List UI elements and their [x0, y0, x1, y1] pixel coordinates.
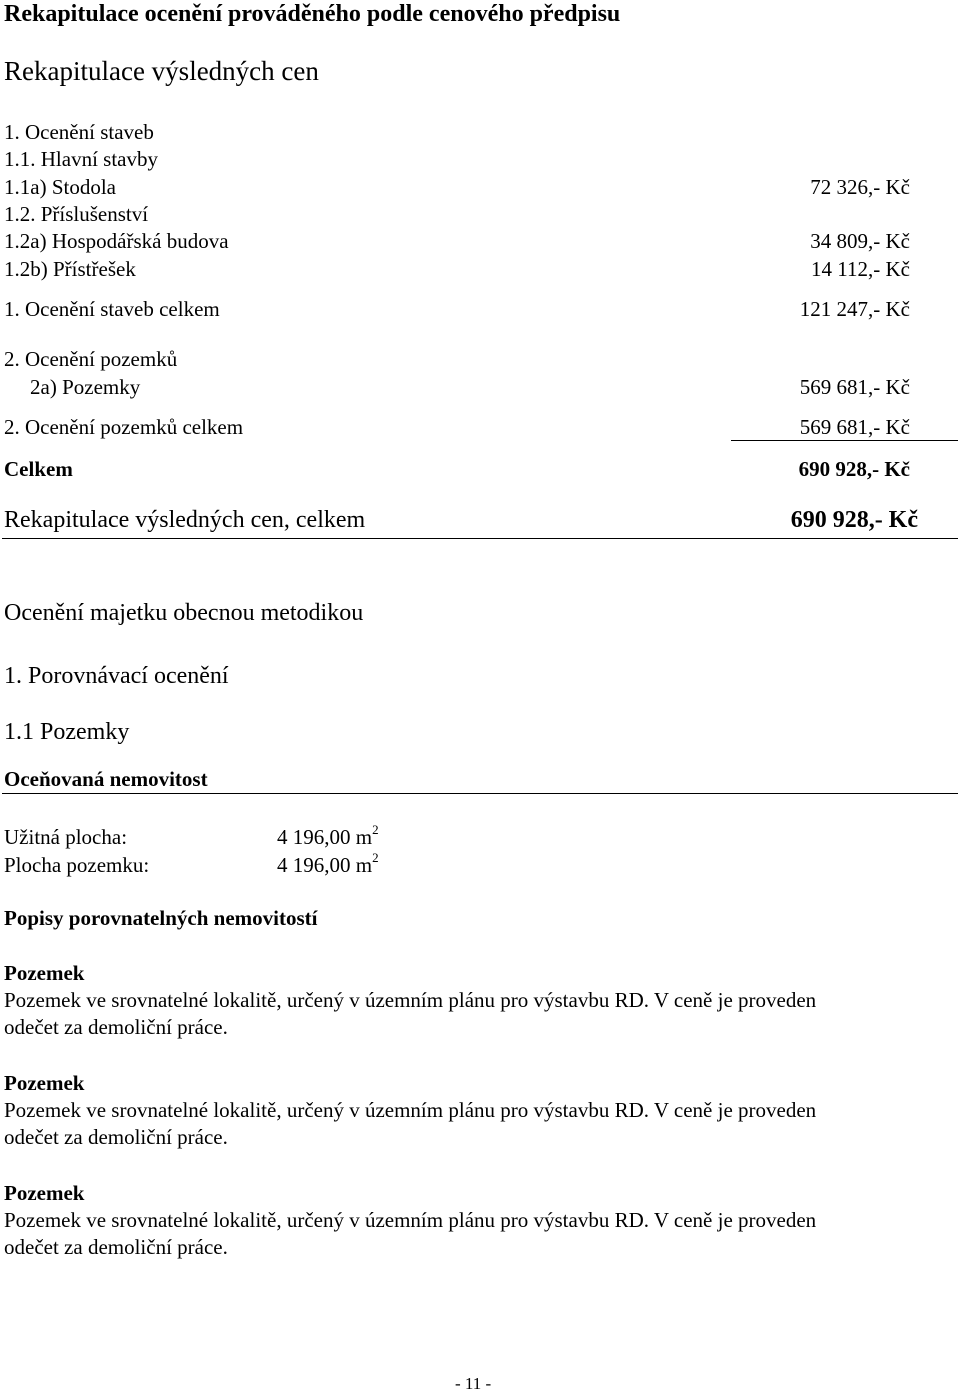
- section-title-recap: Rekapitulace výsledných cen: [4, 56, 319, 86]
- land-area-value: 4 196,00 $m^2$: [277, 850, 379, 877]
- recap-sum-label: Celkem: [4, 457, 73, 481]
- recap-item-value: 569 681,- Kč: [799, 375, 910, 399]
- recap-item-value: 14 112,- Kč: [811, 257, 910, 281]
- recap-sum-value: 690 928,- Kč: [798, 457, 910, 481]
- property-heading-underline: [2, 793, 958, 794]
- property-heading: Oceňovaná nemovitost: [4, 767, 208, 791]
- recap-buildings-total-value: 121 247,- Kč: [799, 297, 910, 321]
- comparables-heading: Popisy porovnatelných nemovitostí: [4, 906, 318, 930]
- comparable-description: odečet za demoliční práce.: [4, 1125, 228, 1149]
- recap-item-label: 1.1a) Stodola: [4, 175, 116, 199]
- recap-subsection-main: 1.1. Hlavní stavby: [4, 147, 158, 171]
- page-number: - 11 -: [455, 1374, 492, 1393]
- subsection-title-land: 1.1 Pozemky: [4, 719, 130, 745]
- comparable-description: odečet za demoliční práce.: [4, 1235, 228, 1259]
- usable-area-value: 4 196,00 $m^2$: [277, 822, 379, 849]
- land-area-label: Plocha pozemku:: [4, 853, 150, 877]
- usable-area-label: Užitná plocha:: [4, 825, 128, 849]
- recap-item-label: 1.2b) Přístřešek: [4, 257, 136, 281]
- recap-section-buildings: 1. Ocenění staveb: [4, 120, 154, 144]
- total-underline: [731, 440, 958, 441]
- section-title-method: Ocenění majetku obecnou metodikou: [4, 600, 364, 626]
- comparable-description: Pozemek ve srovnatelné lokalitě, určený v územním plánu pro výstavbu RD. V ceně je proveden: [4, 1098, 817, 1122]
- recap-section-land: 2. Ocenění pozemků: [4, 347, 178, 371]
- recap-item-label: 2a) Pozemky: [30, 375, 141, 399]
- grand-total-label: Rekapitulace výsledných cen, celkem: [4, 507, 366, 533]
- recap-item-value: 34 809,- Kč: [810, 229, 910, 253]
- comparable-description: Pozemek ve srovnatelné lokalitě, určený v územním plánu pro výstavbu RD. V ceně je proveden: [4, 1208, 817, 1232]
- comparable-title: Pozemek: [4, 961, 85, 985]
- recap-land-total-value: 569 681,- Kč: [799, 415, 910, 439]
- recap-item-value: 72 326,- Kč: [810, 175, 910, 199]
- recap-item-label: 1.2a) Hospodářská budova: [4, 229, 229, 253]
- comparable-description: Pozemek ve srovnatelné lokalitě, určený v územním plánu pro výstavbu RD. V ceně je proveden: [4, 988, 817, 1012]
- recap-land-total-label: 2. Ocenění pozemků celkem: [4, 415, 244, 439]
- subsection-title-comparative: 1. Porovnávací ocenění: [4, 663, 229, 689]
- comparable-title: Pozemek: [4, 1181, 85, 1205]
- grand-total-value: 690 928,- Kč: [790, 507, 918, 533]
- grand-total-underline: [2, 538, 958, 539]
- recap-subsection-accessories: 1.2. Příslušenství: [4, 202, 149, 226]
- comparable-description: odečet za demoliční práce.: [4, 1015, 228, 1039]
- page-title: Rekapitulace ocenění prováděného podle cenového předpisu: [4, 1, 621, 27]
- comparable-title: Pozemek: [4, 1071, 85, 1095]
- recap-buildings-total-label: 1. Ocenění staveb celkem: [4, 297, 220, 321]
